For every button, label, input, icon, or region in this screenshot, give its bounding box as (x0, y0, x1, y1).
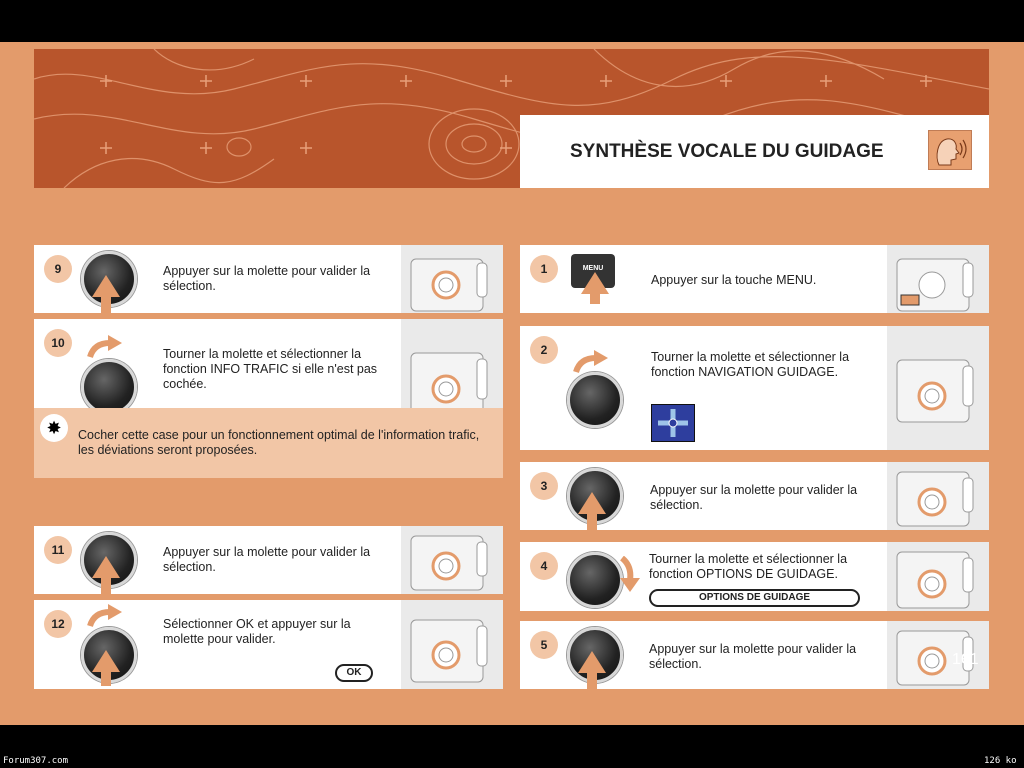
step-number: 5 (530, 631, 558, 659)
step-3 (520, 462, 989, 530)
step-text: Appuyer sur la molette pour valider la sélection. (650, 483, 858, 512)
step-text: Sélectionner OK et appuyer sur la molette pour valider. (163, 617, 351, 646)
speaking-head-icon (928, 130, 972, 170)
control-panel-illustration (887, 326, 989, 450)
step-text: Tourner la molette et sélectionner la fonction NAVIGATION GUIDAGE. (651, 350, 850, 379)
step-text: Appuyer sur la molette pour valider la sélection. (649, 642, 857, 671)
step-9 (34, 245, 503, 313)
tip-text: Cocher cette case pour un fonctionnement optimal de l'information trafic, les déviations seront proposées. (78, 428, 480, 457)
step-number: 9 (44, 255, 72, 283)
control-panel-illustration (887, 462, 989, 530)
step-number: 12 (44, 610, 72, 638)
page-title: SYNTHÈSE VOCALE DU GUIDAGE (570, 141, 884, 162)
step-number: 4 (530, 552, 558, 580)
light-bulb-icon: ✸ (40, 414, 68, 442)
step-number: 1 (530, 255, 558, 283)
footer-file-size: 126 ko (984, 756, 1017, 766)
arrow-up-icon (578, 492, 606, 514)
step-text: Appuyer sur la molette pour valider la sélection. (163, 264, 371, 293)
page-number: 161 (952, 651, 979, 668)
step-5 (520, 621, 989, 689)
step-12 (34, 600, 503, 689)
step-number: 2 (530, 336, 558, 364)
menu-button[interactable]: MENU (571, 254, 615, 288)
arrow-up-icon (92, 556, 120, 578)
step-text: Tourner la molette et sélectionner la fonction INFO TRAFIC si elle n'est pas cochée. (163, 347, 378, 391)
control-panel-illustration (401, 526, 503, 594)
rotate-arrow-icon (86, 602, 126, 630)
step-text: Appuyer sur la touche MENU. (651, 273, 817, 287)
rotary-knob (567, 372, 623, 428)
arrow-up-icon (92, 650, 120, 672)
rotary-knob (567, 552, 623, 608)
menu-option-options-de-guidage[interactable]: OPTIONS DE GUIDAGE (649, 589, 860, 607)
step-number: 11 (44, 536, 72, 564)
ok-option[interactable]: OK (335, 664, 373, 682)
step-11 (34, 526, 503, 594)
rotate-down-arrow-icon (618, 556, 644, 592)
footer-site: Forum307.com (3, 756, 69, 766)
control-panel-illustration (887, 245, 989, 313)
rotate-arrow-icon (86, 333, 126, 361)
rotary-knob (81, 359, 137, 415)
step-number: 3 (530, 472, 558, 500)
control-panel-illustration (401, 600, 503, 689)
navigation-crossroad-icon (651, 404, 695, 442)
title-box (520, 115, 989, 188)
step-number: 10 (44, 329, 72, 357)
control-panel-illustration (887, 542, 989, 611)
arrow-up-icon (92, 275, 120, 297)
step-4 (520, 542, 989, 611)
step-2 (520, 326, 989, 450)
arrow-up-icon (578, 651, 606, 673)
arrow-up-icon (581, 272, 609, 294)
step-text: Appuyer sur la molette pour valider la sélection. (163, 545, 371, 574)
tip-box (34, 408, 503, 478)
control-panel-illustration (401, 245, 503, 313)
step-text: Tourner la molette et sélectionner la fonction OPTIONS DE GUIDAGE. (649, 552, 848, 581)
